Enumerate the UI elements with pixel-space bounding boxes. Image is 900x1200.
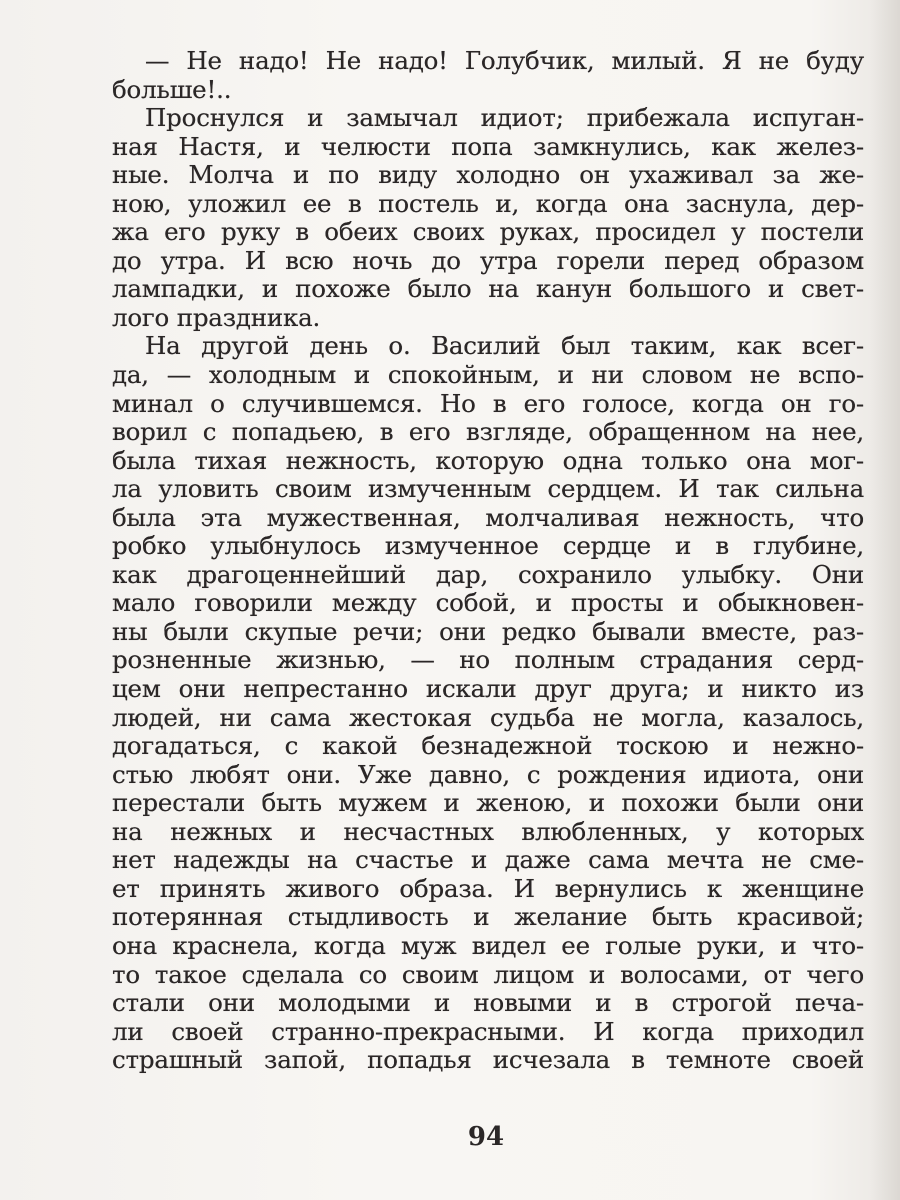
text-line: как драгоценнейший дар, сохранило улыбку. Они — [112, 559, 864, 589]
text-line: была тихая нежность, которую одна только она мог- — [112, 445, 864, 475]
text-line: ет принять живого образа. И вернулись к женщине — [112, 873, 864, 903]
text-line: жа его руку в обеих своих руках, просидел у постели — [112, 217, 864, 247]
text-line: лампадки, и похоже было на канун большого и свет- — [112, 274, 864, 304]
text-line: стью любят они. Уже давно, с рождения идиота, они — [112, 759, 864, 789]
body-text — [112, 47, 864, 1075]
text-line: ла уловить своим измученным сердцем. И так сильна — [112, 474, 864, 504]
text-line: лого праздника. — [112, 302, 321, 332]
text-line: робко улыбнулось измученное сердце и в глубине, — [112, 531, 864, 561]
text-line: была эта мужественная, молчаливая нежность, что — [112, 502, 864, 532]
text-line: — Не надо! Не надо! Голубчик, милый. Я не буду — [145, 46, 864, 75]
text-line: людей, ни сама жестокая судьба не могла, казалось, — [112, 702, 864, 732]
text-line: перестали быть мужем и женою, и похожи были они — [112, 788, 864, 818]
text-line: нет надежды на счастье и даже сама мечта не сме- — [112, 845, 864, 875]
text-line: стали они молодыми и новыми и в строгой печа- — [112, 988, 864, 1018]
text-line: она краснела, когда муж видел ее голые руки, и что- — [112, 930, 864, 960]
text-line: больше!.. — [112, 74, 232, 104]
text-line: до утра. И всю ночь до утра горели перед образом — [112, 245, 864, 275]
text-line: На другой день о. Василий был таким, как всег- — [145, 331, 864, 361]
text-line: на нежных и несчастных влюбленных, у которых — [112, 816, 864, 846]
text-line: догадаться, с какой безнадежной тоскою и нежно- — [112, 731, 864, 761]
text-line: цем они непрестанно искали друг друга; и никто из — [112, 674, 864, 704]
text-line: ны были скупые речи; они редко бывали вместе, раз- — [112, 616, 864, 646]
text-line: Проснулся и замычал идиот; прибежала испуган- — [145, 103, 864, 133]
text-line: мало говорили между собой, и просты и обыкновен- — [112, 588, 864, 618]
page-edge-shadow — [870, 0, 900, 1200]
text-line: да, — холодным и спокойным, и ни словом не вспо- — [112, 360, 864, 390]
text-line: ною, уложил ее в постель и, когда она заснула, дер- — [112, 188, 864, 218]
page-number-text: 94 — [467, 1122, 505, 1152]
text-line: розненные жизнью, — но полным страдания серд- — [112, 645, 864, 675]
text-line: страшный запой, попадья исчезала в темноте своей — [112, 1045, 864, 1075]
page-number — [0, 1122, 900, 1152]
text-line: ные. Молча и по виду холодно он ухаживал за же- — [112, 160, 864, 190]
text-line: ли своей странно-прекрасными. И когда приходил — [112, 1016, 864, 1046]
text-line: ворил с попадьею, в его взгляде, обращенном на нее, — [112, 417, 864, 447]
text-line: потерянная стыдливость и желание быть красивой; — [112, 902, 864, 932]
text-line: минал о случившемся. Но в его голосе, когда он го- — [112, 388, 864, 418]
text-line: ная Настя, и челюсти попа замкнулись, как желез- — [112, 131, 864, 161]
text-line: то такое сделала со своим лицом и волосами, от чего — [112, 959, 864, 989]
